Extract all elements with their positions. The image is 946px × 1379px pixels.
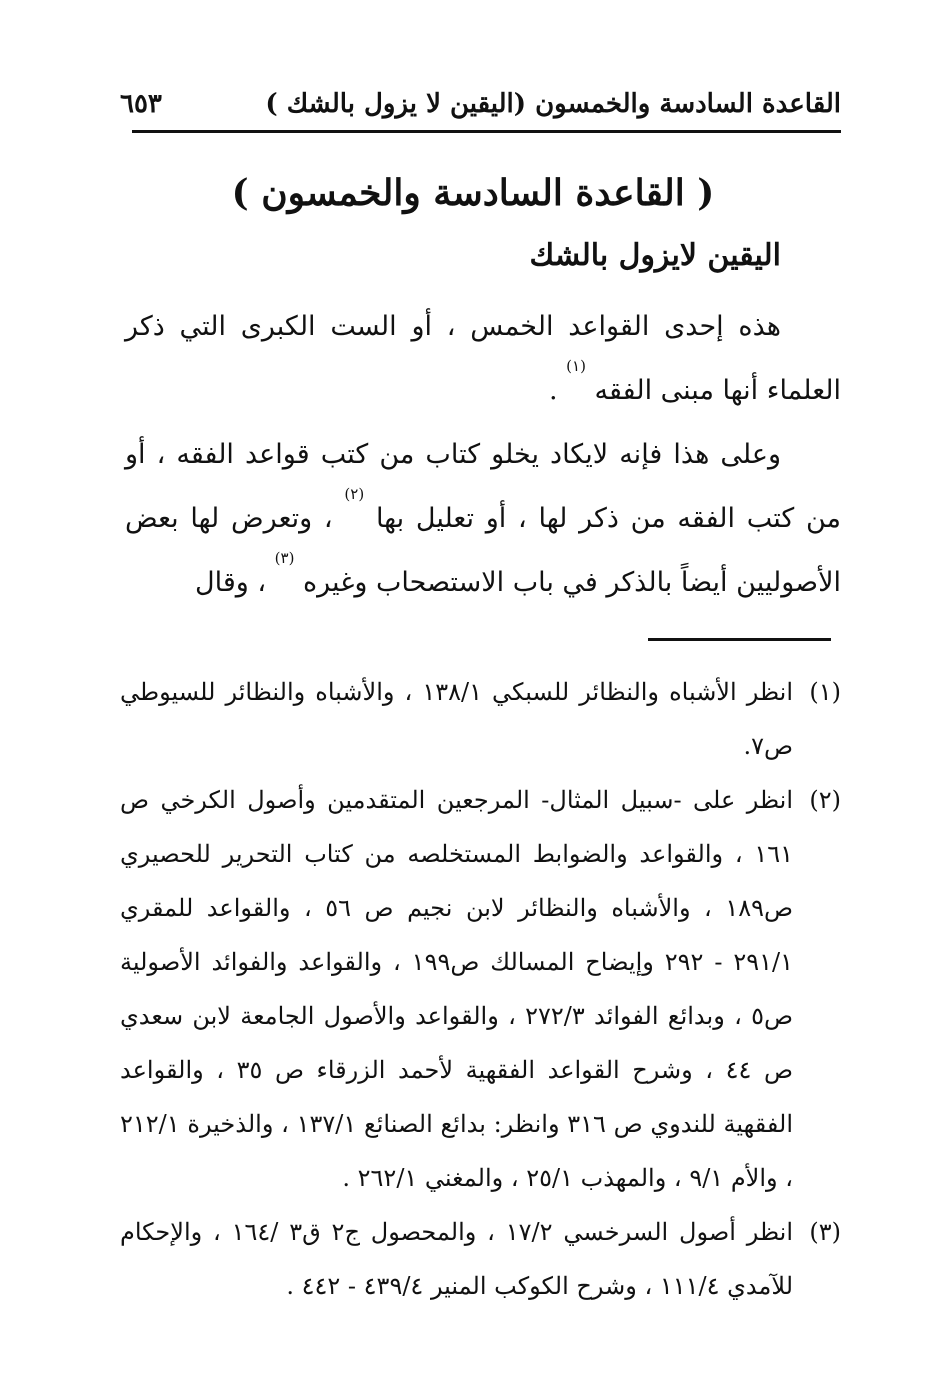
footnote-3-marker: (٣) bbox=[809, 1218, 841, 1246]
paragraph-2-text-b: ، وتعرض لها بعض الأصوليين أيضاً بالذكر في باب الاستصحاب وغيره bbox=[125, 503, 841, 598]
footnote-3-text: انظر أصول السرخسي ١٧/٢ ، والمحصول ج٢ ق٣ /١٦٤ ، والإحكام للآمدي ١١١/٤ ، وشرح الكوكب المنير ٤٣٩/٤ - ٤٤٢ . bbox=[120, 1218, 794, 1300]
footnote-2-marker: (٢) bbox=[809, 786, 841, 814]
page-number: ٦٥٣ bbox=[120, 89, 162, 119]
section-title: ( القاعدة السادسة والخمسون ) bbox=[231, 172, 715, 214]
section-subtitle: اليقين لايزول بالشك bbox=[529, 238, 781, 273]
footnote-separator bbox=[648, 638, 831, 641]
paragraph-2 bbox=[125, 423, 841, 615]
footnotes bbox=[120, 665, 841, 1313]
footnote-2-text: انظر على -سبيل المثال- المرجعين المتقدمين وأصول الكرخي ص ١٦١ ، والقواعد والضوابط المستخلصه من كتاب التحرير للحصيري ص١٨٩ ، والأشباه والنظائر لابن نجيم ص ٥٦ ، والقواعد للمقري ٢٩١/١ - ٢٩٢ وإيضاح المسالك ص١٩٩ ، والقواعد والفوائد الأصولية ص٥ ، وبدائع الفوائد ٢٧٢/٣ ، والقواعد والأصول الجامعة لابن سعدي ص ٤٤ ، وشرح القواعد الفقهية لأحمد الزرقاء ص ٣٥ ، والقواعد الفقهية للندوي ص ٣١٦ وانظر: بدائع الصنائع ١٣٧/١ ، والذخيرة ٢١٢/١ ، والأم ٩/١ ، والمهذب ٢٥/١ ، والمغني ٢٦٢/١ . bbox=[120, 786, 794, 1192]
footnote-1 bbox=[120, 665, 841, 773]
footnote-ref-2[interactable]: (٢) bbox=[344, 485, 365, 503]
footnote-1-marker: (١) bbox=[809, 678, 841, 706]
running-title: القاعدة السادسة والخمسون (اليقين لا يزول بالشك ) bbox=[265, 89, 841, 119]
body-text bbox=[125, 295, 841, 615]
footnote-ref-3[interactable]: (٣) bbox=[274, 549, 295, 567]
paragraph-1 bbox=[125, 295, 841, 423]
paragraph-1-text: هذه إحدى القواعد الخمس ، أو الست الكبرى التي ذكر العلماء أنها مبنى الفقه bbox=[125, 311, 841, 406]
paragraph-2-text-a: وعلى هذا فإنه لايكاد يخلو كتاب من كتب قواعد الفقه ، أو من كتب الفقه من ذكر لها ، أو تعليل بها bbox=[125, 439, 842, 534]
running-header bbox=[120, 82, 841, 126]
footnote-2 bbox=[120, 773, 841, 1205]
footnote-ref-1[interactable]: (١) bbox=[566, 357, 586, 375]
header-rule bbox=[132, 130, 841, 133]
paragraph-1-end: . bbox=[549, 375, 567, 406]
footnote-1-text: انظر الأشباه والنظائر للسبكي ١٣٨/١ ، والأشباه والنظائر للسيوطي ص٧. bbox=[120, 678, 793, 760]
footnote-3 bbox=[120, 1205, 841, 1313]
paragraph-2-text-c: ، وقال bbox=[194, 567, 275, 598]
